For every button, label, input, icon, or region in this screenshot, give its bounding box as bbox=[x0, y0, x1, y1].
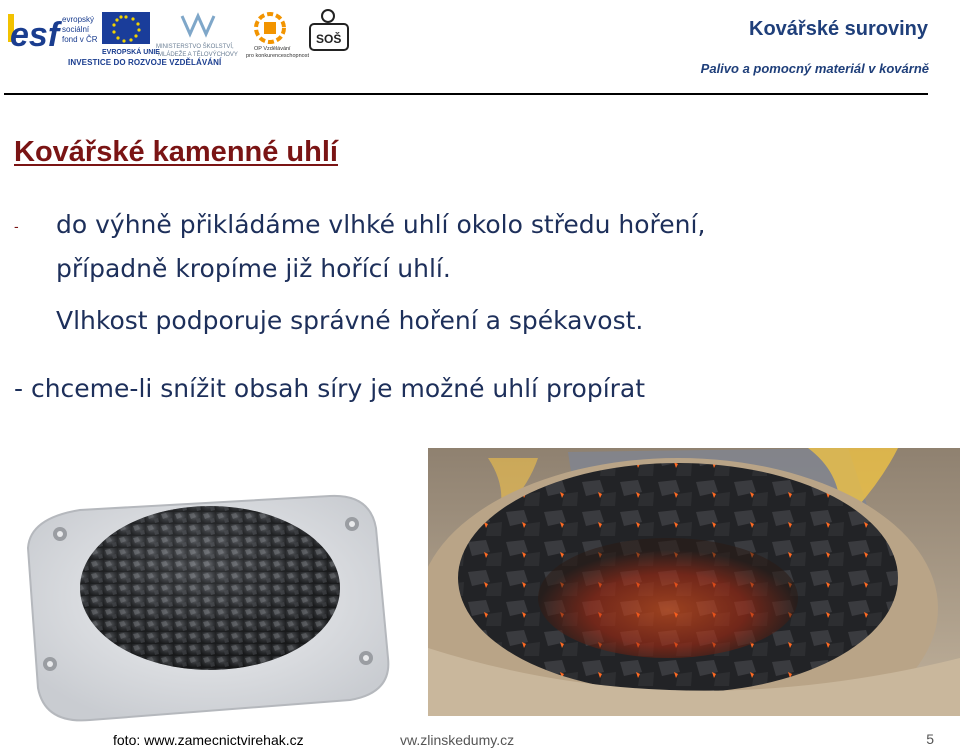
photo-credit: foto: www.zamecnictvirehak.cz bbox=[113, 732, 304, 748]
body-line-1: do výhně přikládáme vlhké uhlí okolo středu hoření, bbox=[56, 210, 706, 239]
svg-text:MINISTERSTVO ŠKOLSTVÍ,: MINISTERSTVO ŠKOLSTVÍ, bbox=[156, 44, 234, 50]
footer-site: vw.zlinskedumy.cz bbox=[400, 732, 515, 748]
page-number: 5 bbox=[926, 731, 934, 747]
esf-logo bbox=[8, 14, 98, 54]
header-subtitle: Palivo a pomocný materiál v kovárně bbox=[700, 61, 929, 76]
slide-title: Kovářské kamenné uhlí bbox=[14, 136, 338, 168]
coal-plate-photo bbox=[20, 488, 410, 728]
body-line-4: - chceme-li snížit obsah síry je možné uhlí propírat bbox=[14, 374, 646, 403]
msmt-logo bbox=[156, 16, 238, 58]
op-vk-logo bbox=[246, 14, 309, 59]
forge-fire-photo bbox=[428, 448, 960, 716]
svg-text:evropský: evropský bbox=[62, 15, 95, 24]
svg-text:pro konkurenceschopnost: pro konkurenceschopnost bbox=[246, 53, 309, 59]
svg-text:fond v ČR: fond v ČR bbox=[62, 35, 98, 44]
body-line-3: Vlhkost podporuje správné hoření a spékavost. bbox=[56, 306, 644, 335]
svg-text:esf: esf bbox=[10, 16, 60, 54]
svg-text:EVROPSKÁ UNIE: EVROPSKÁ UNIE bbox=[102, 49, 160, 56]
logo-caption: INVESTICE DO ROZVOJE VZDĚLÁVÁNÍ bbox=[68, 58, 222, 67]
svg-text:sociální: sociální bbox=[62, 25, 90, 34]
svg-text:SOŠ: SOŠ bbox=[316, 32, 342, 46]
svg-text:MLÁDEŽE A TĚLOVÝCHOVY: MLÁDEŽE A TĚLOVÝCHOVY bbox=[158, 52, 238, 58]
eu-flag-logo bbox=[102, 12, 160, 56]
header-divider bbox=[4, 93, 928, 95]
body-line-2: případně kropíme již hořící uhlí. bbox=[56, 254, 451, 283]
header-title: Kovářské suroviny bbox=[749, 18, 928, 40]
sos-logo bbox=[310, 10, 348, 50]
svg-text:OP Vzdělávání: OP Vzdělávání bbox=[254, 46, 291, 52]
bullet-marker: - bbox=[14, 218, 19, 234]
